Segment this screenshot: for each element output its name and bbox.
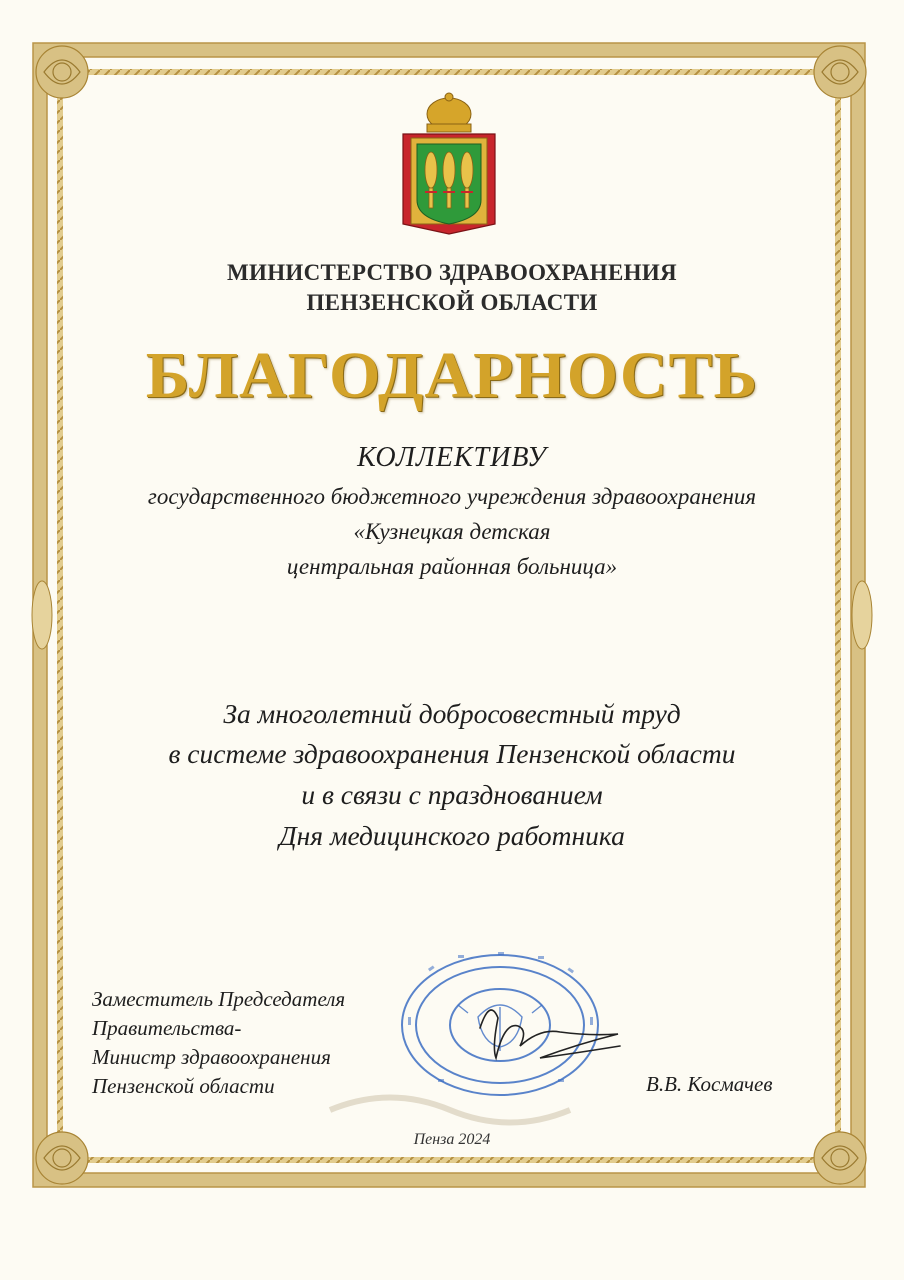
certificate-title: БЛАГОДАРНОСТЬ	[145, 339, 759, 412]
reason-line1: За многолетний добросовестный труд	[223, 698, 681, 729]
signatory-position-line3: Министр здравоохранения	[92, 1045, 331, 1069]
signatory-name: В.В. Космачев	[646, 1072, 773, 1096]
signatory-position-line1: Заместитель Председателя	[92, 987, 346, 1011]
place-and-year: Пенза 2024	[413, 1131, 491, 1148]
reason-line2: в системе здравоохранения Пензенской области	[168, 738, 736, 769]
ministry-name-line1: МИНИСТЕРСТВО ЗДРАВООХРАНЕНИЯ	[227, 260, 677, 285]
recipient-line1: государственного бюджетного учреждения здравоохранения	[147, 484, 757, 509]
reason-line3: и в связи с празднованием	[301, 779, 603, 810]
handwritten-signature	[462, 988, 642, 1068]
recipient-line2: «Кузнецкая детская	[353, 519, 551, 544]
signatory-position	[92, 985, 345, 1101]
penza-coat-of-arms-icon	[397, 92, 501, 238]
recipient-heading: КОЛЛЕКТИВУ	[357, 442, 547, 473]
recipient-line3: центральная районная больница»	[286, 554, 618, 579]
reason-line4: Дня медицинского работника	[279, 820, 625, 851]
signatory-position-line2: Правительства-	[92, 1016, 242, 1040]
signatory-position-line4: Пензенской области	[92, 1074, 275, 1098]
ministry-name-line2: ПЕНЗЕНСКОЙ ОБЛАСТИ	[306, 290, 598, 315]
